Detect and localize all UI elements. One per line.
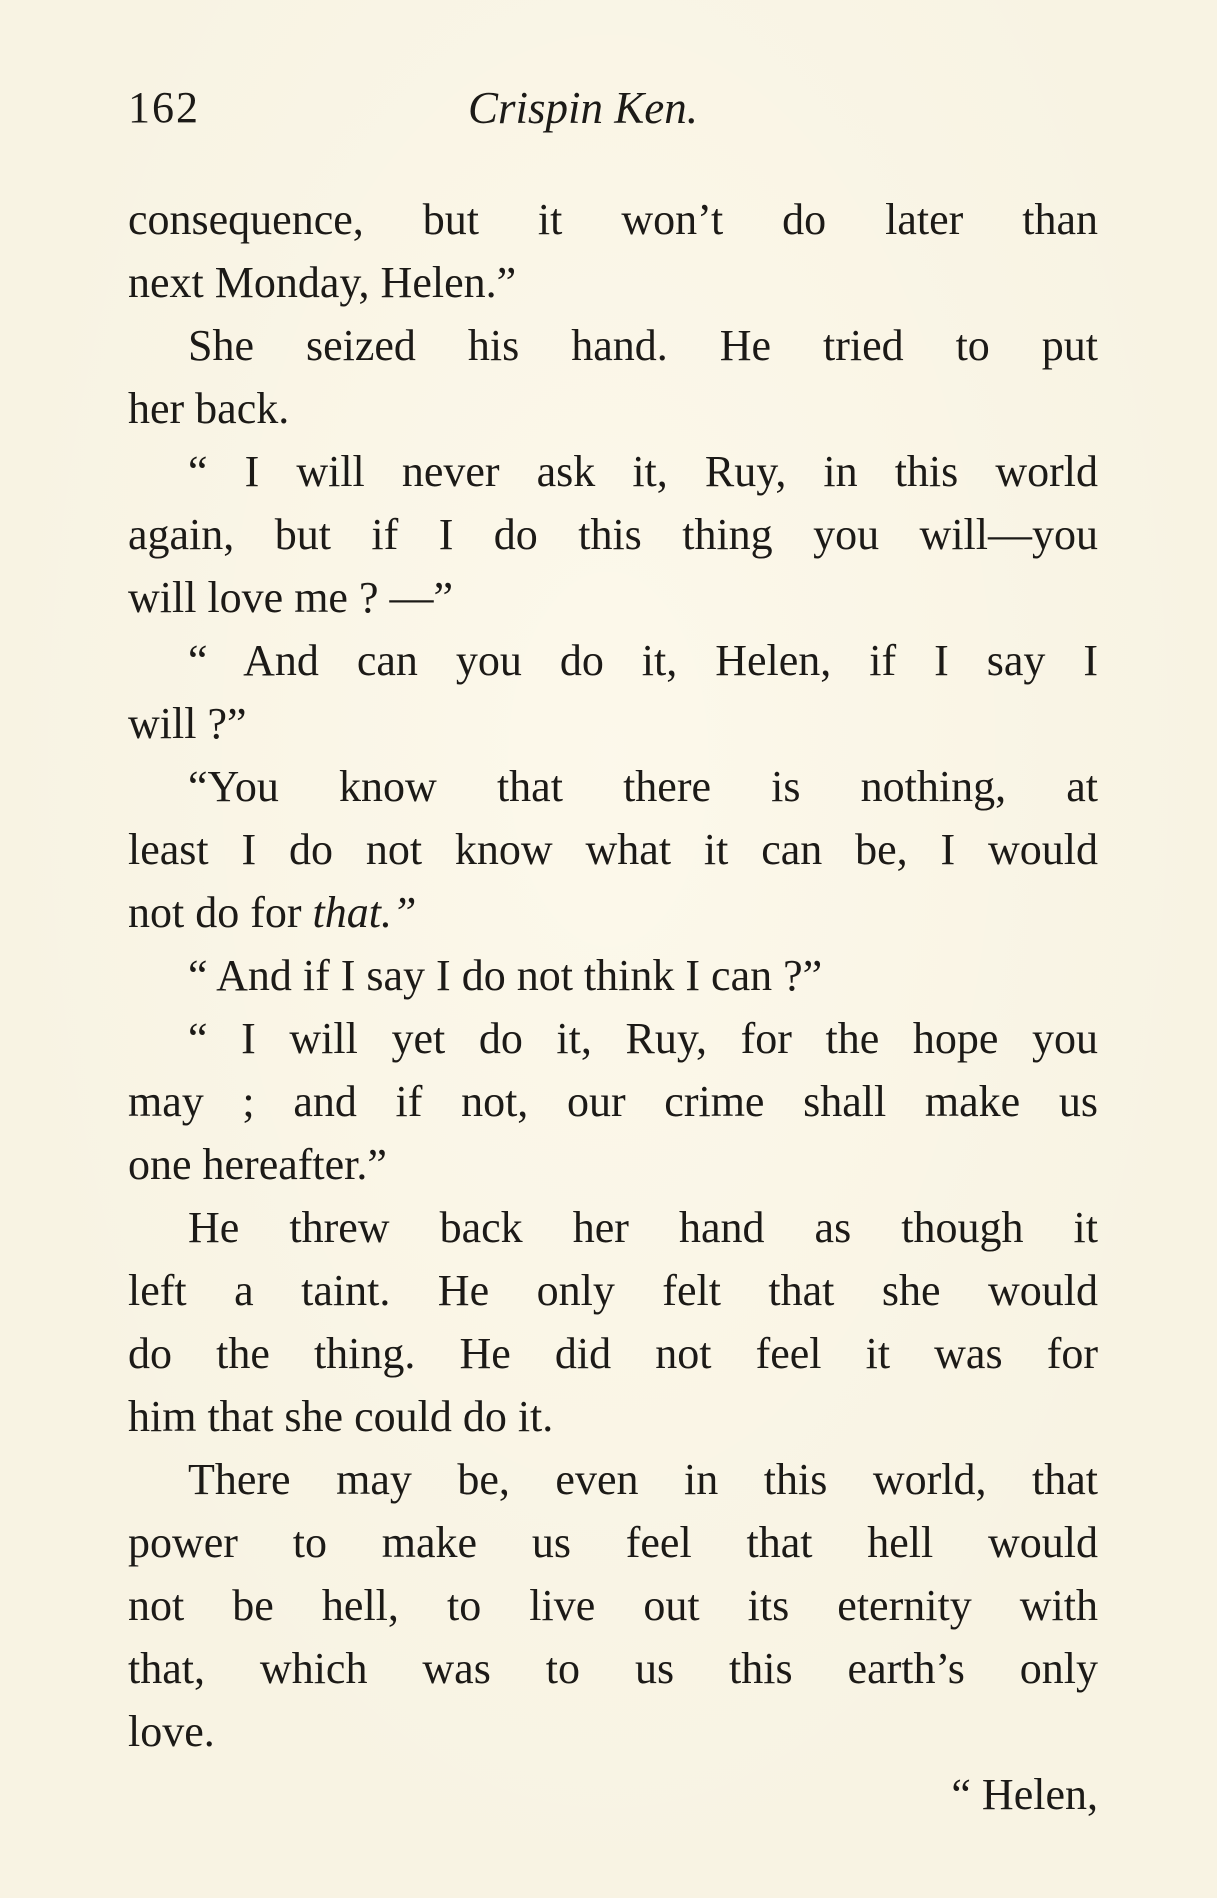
text-line: power to make us feel that hell would [128, 1518, 1098, 1567]
text-line: next Monday, Helen.” [128, 258, 517, 307]
text-line: that, which was to us this earth’s only [128, 1644, 1098, 1693]
text-line: She seized his hand. He tried to put [188, 321, 1098, 370]
running-head [128, 82, 1098, 142]
text-fragment: not do for [128, 888, 302, 937]
text-line: “You know that there is nothing, at [188, 762, 1098, 811]
text-line: There may be, even in this world, that [188, 1455, 1098, 1504]
text-line: “ And can you do it, Helen, if I say I [188, 636, 1098, 685]
text-line: not be hell, to live out its eternity with [128, 1581, 1098, 1630]
text-line: He threw back her hand as though it [188, 1203, 1098, 1252]
text-line: “ And if I say I do not think I can ?” [188, 951, 823, 1000]
text-line: “ Helen, [951, 1770, 1098, 1819]
running-title: Crispin Ken. [468, 83, 699, 133]
text-line [128, 881, 1098, 944]
body-text [128, 188, 1098, 1826]
text-line: least I do not know what it can be, I would [128, 825, 1098, 874]
text-line: him that she could do it. [128, 1392, 554, 1441]
text-line: may ; and if not, our crime shall make us [128, 1077, 1098, 1126]
text-line: “ I will yet do it, Ruy, for the hope you [188, 1014, 1098, 1063]
text-line: “ I will never ask it, Ruy, in this world [188, 447, 1098, 496]
italic-word: that.” [312, 888, 417, 937]
text-line: her back. [128, 384, 290, 433]
text-line: again, but if I do this thing you will—you [128, 510, 1098, 559]
page-number: 162 [128, 83, 200, 132]
text-line: love. [128, 1707, 215, 1756]
text-line: do the thing. He did not feel it was for [128, 1329, 1098, 1378]
text-line: left a taint. He only felt that she would [128, 1266, 1098, 1315]
text-line: consequence, but it won’t do later than [128, 195, 1098, 244]
text-line: will love me ? —” [128, 573, 454, 622]
text-line: will ?” [128, 699, 247, 748]
text-line: one hereafter.” [128, 1140, 387, 1189]
